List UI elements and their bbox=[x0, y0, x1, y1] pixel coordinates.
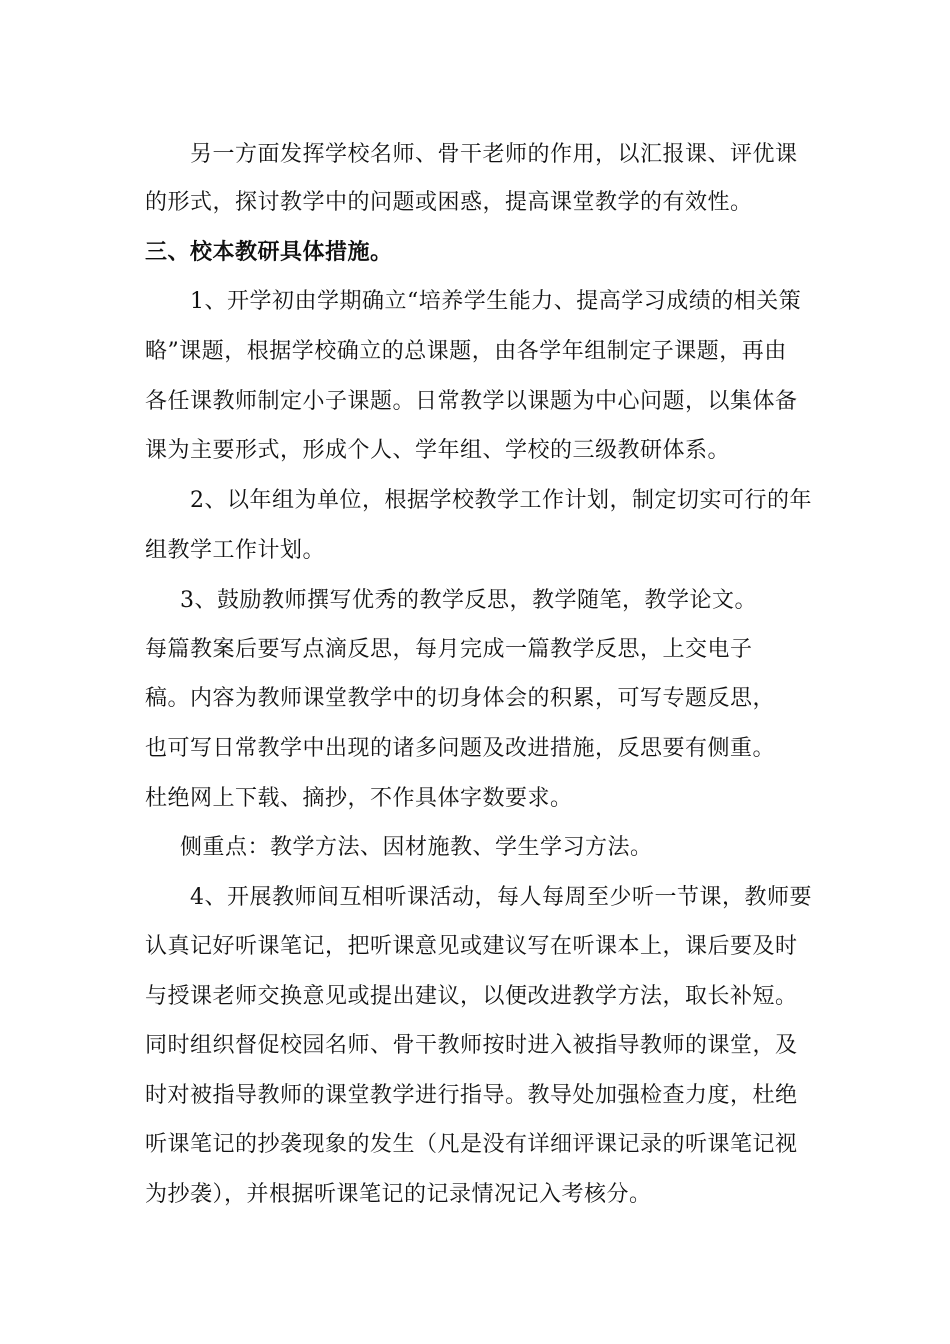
item3-line5: 杜绝网上下载、摘抄，不作具体字数要求。 bbox=[145, 786, 573, 811]
item3-line3: 稿。内容为教师课堂教学中的切身体会的积累，可写专题反思， bbox=[145, 686, 776, 711]
item1-line2: 略”课题，根据学校确立的总课题，由各学年组制定子课题，再由 bbox=[145, 339, 787, 364]
item4-line5: 时对被指导教师的课堂教学进行指导。教导处加强检查力度，杜绝 bbox=[145, 1083, 798, 1108]
item1-line4: 课为主要形式，形成个人、学年组、学校的三级教研体系。 bbox=[145, 438, 731, 463]
section-heading: 三、校本教研具体措施。 bbox=[145, 239, 393, 265]
focus-line: 侧重点：教学方法、因材施教、学生学习方法。 bbox=[180, 835, 653, 860]
para1-line2: 的形式，探讨教学中的问题或困惑，提高课堂教学的有效性。 bbox=[145, 190, 753, 215]
item3-line4: 也可写日常教学中出现的诸多问题及改进措施，反思要有侧重。 bbox=[145, 736, 776, 761]
item1-line1: 1、开学初由学期确立“培养学生能力、提高学习成绩的相关策 bbox=[190, 289, 802, 314]
para1-line1: 另一方面发挥学校名师、骨干老师的作用，以汇报课、评优课 bbox=[190, 142, 798, 167]
item2-line1: 2、以年组为单位，根据学校教学工作计划，制定切实可行的年 bbox=[190, 488, 812, 513]
item4-line2: 认真记好听课笔记，把听课意见或建议写在听课本上，课后要及时 bbox=[145, 934, 798, 959]
item3-line1: 3、鼓励教师撰写优秀的教学反思，教学随笔，教学论文。 bbox=[180, 588, 757, 613]
item2-line2: 组教学工作计划。 bbox=[145, 538, 326, 563]
item4-line3: 与授课老师交换意见或提出建议，以便改进教学方法，取长补短。 bbox=[145, 984, 798, 1009]
item4-line4: 同时组织督促校园名师、骨干教师按时进入被指导教师的课堂，及 bbox=[145, 1033, 798, 1058]
item4-line1: 4、开展教师间互相听课活动，每人每周至少听一节课，教师要 bbox=[190, 885, 812, 910]
item4-line7: 为抄袭），并根据听课笔记的记录情况记入考核分。 bbox=[145, 1182, 652, 1207]
item4-line6: 听课笔记的抄袭现象的发生（凡是没有详细评课记录的听课笔记视 bbox=[145, 1132, 798, 1157]
item3-line2: 每篇教案后要写点滴反思，每月完成一篇教学反思，上交电子 bbox=[145, 637, 753, 662]
item1-line3: 各任课教师制定小子课题。日常教学以课题为中心问题，以集体备 bbox=[145, 389, 798, 414]
